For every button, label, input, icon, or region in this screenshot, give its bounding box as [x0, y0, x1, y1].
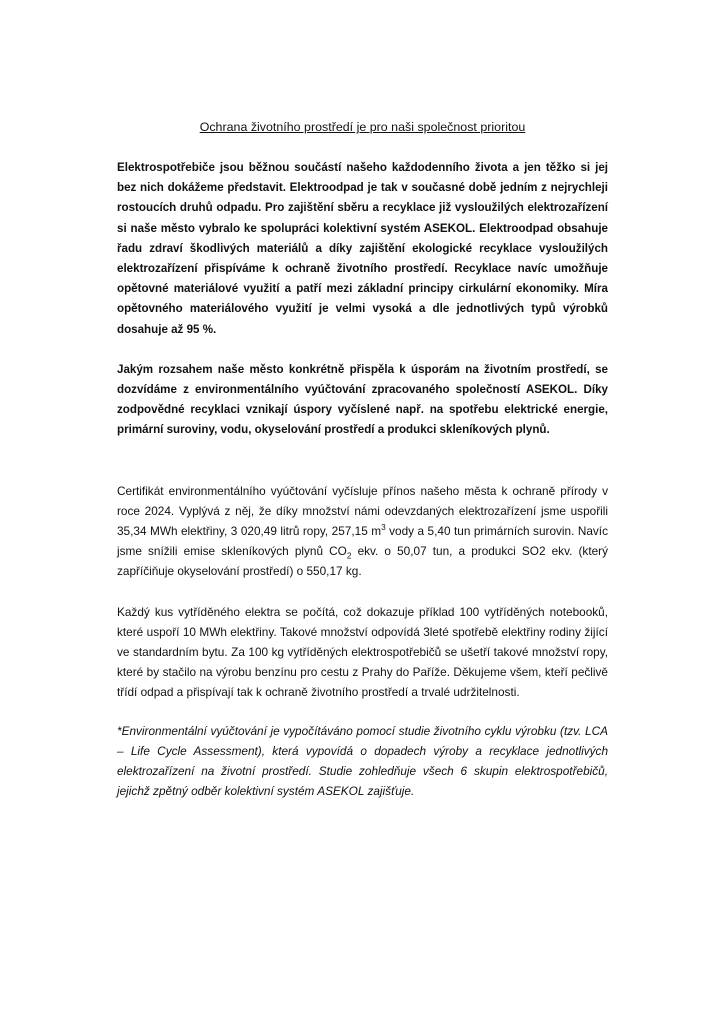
certificate-text-1: Certifikát environmentálního vyúčtování vyčísluje přínos našeho města k ochraně přírody v roce 2024. Vyplývá z něj, že díky množství námi odevzdaných elektrozařízení jsme uspořili 35,34 MWh elektřiny, 3 020,49 litrů ropy, 257,15 m [117, 483, 608, 539]
certificate-text-3: ekv. o 50,07 tun, a produkci SO2 ekv. (který zapříčiňuje okyselování prostředí) o 550,17 kg. [117, 544, 608, 579]
document-title: Ochrana životního prostředí je pro naši společnost prioritou [199, 120, 526, 134]
example-paragraph: Každý kus vytříděného elektra se počítá, což dokazuje příklad 100 vytříděných notebooků, které uspoří 10 MWh elektřiny. Takové množství odpovídá 3leté spotřebě elektřiny rodiny žijící ve standardním bytu. Za 100 kg vytříděných elektrospotřebičů se ušetří takové množství ropy, které by stačilo na výrobu benzínu pro cestu z Prahy do Paříže. Děkujeme všem, kteří pečlivě třídí odpad a přispívají tak k ochraně životního prostředí a trvalé udržitelnosti. [117, 604, 608, 700]
savings-intro-paragraph: Jakým rozsahem naše město konkrétně přispěla k úsporám na životním prostředí, se dozvídáme z environmentálního vyúčtování zpracovaného společností ASEKOL. Díky zodpovědné recyklaci vznikají úspory vyčíslené např. na spotřebu elektrické energie, primární suroviny, vodu, okyselování prostředí a produkci skleníkových plynů. [117, 362, 608, 437]
certificate-paragraph [117, 481, 608, 582]
cubic-superscript: 3 [381, 523, 386, 533]
co2-subscript: 2 [346, 551, 352, 561]
intro-paragraph: Elektrospotřebiče jsou běžnou součástí našeho každodenního života a jen těžko si jej bez nich dokážeme představit. Elektroodpad je tak v současné době jedním z nejrychleji rostoucích druhů odpadu. Pro zajištění sběru a recyklace již vysloužilých elektrozařízení si naše město vybralo ke spolupráci kolektivní systém ASEKOL. Elektroodpad obsahuje řadu zdraví škodlivých materiálů a díky zajištění ekologické recyklace vysloužilých elektrozařízení přispíváme k ochraně životního prostředí. Recyklace navíc umožňuje opětovné materiálové využití a patří mezi základní principy cirkulární ekonomiky. Míra opětovného materiálového využití je velmi vysoká a dle jednotlivých typů výrobků dosahuje až 95 %. [117, 161, 608, 336]
document-page [117, 120, 608, 801]
certificate-text-2: vody a 5,40 tun primárních surovin. Navíc jsme snížili emise skleníkových plynů CO [117, 524, 608, 559]
footnote-paragraph: *Environmentální vyúčtování je vypočítáváno pomocí studie životního cyklu výrobku (tzv. LCA – Life Cycle Assessment), která vypovídá o dopadech výroby a recyklace jednotlivých elektrozařízení na životní prostředí. Studie zohledňuje všech 6 skupin elektrospotřebičů, jejichž zpětný odběr kolektivní systém ASEKOL zajišťuje. [117, 723, 608, 799]
